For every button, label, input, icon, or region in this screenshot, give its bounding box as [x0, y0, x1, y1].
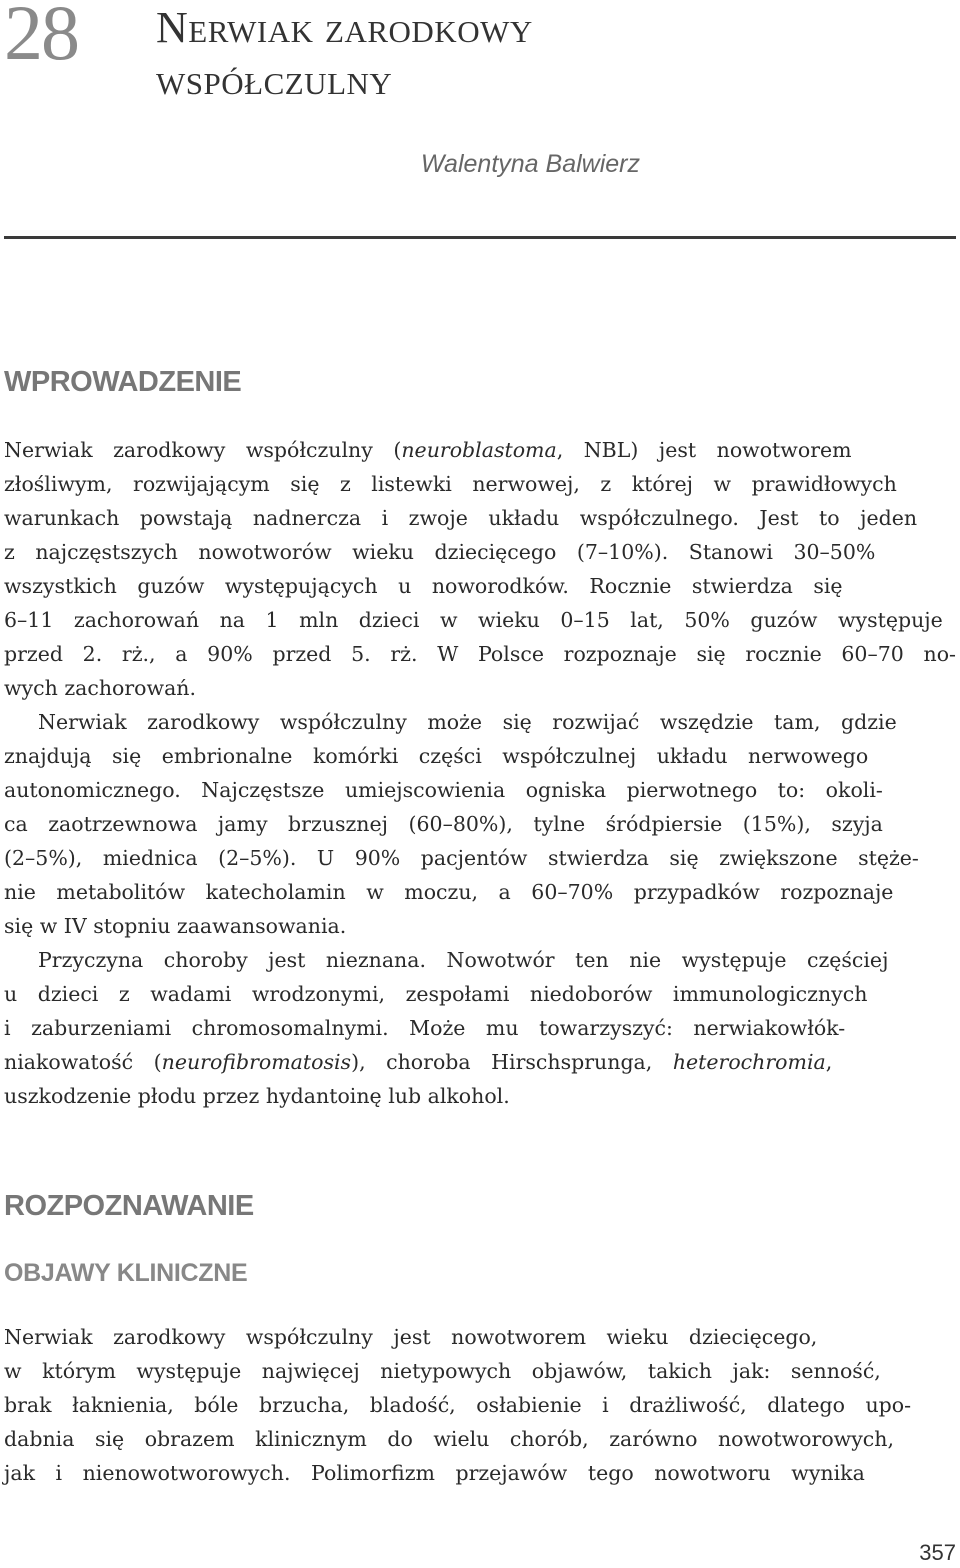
text-line: przed 2. rż., a 90% przed 5. rż. W Polsce rozpoznaje się rocznie 60–70 no-	[4, 642, 956, 666]
text-line: Nerwiak zarodkowy współczulny może się rozwijać wszędzie tam, gdzie	[38, 710, 897, 734]
page-number: 357	[919, 1540, 956, 1565]
text-line: u dzieci z wadami wrodzonymi, zespołami niedoborów immunologicznych	[4, 982, 868, 1006]
text-line: znajdują się embrionalne komórki części współczulnej układu nerwowego	[4, 744, 869, 768]
text-line: i zaburzeniami chromosomalnymi. Może mu towarzyszyć: nerwiakowłók-	[4, 1016, 846, 1040]
intro-heading: WPROWADZENIE	[4, 366, 242, 398]
chapter-title-line: współczulny	[156, 55, 393, 104]
text-line: Przyczyna choroby jest nieznana. Nowotwór ten nie występuje częściej	[38, 948, 889, 972]
latin-term: neuroblastoma	[401, 438, 557, 462]
text-line: niakowatość (neurofibromatosis), choroba Hirschsprunga, heterochromia,	[4, 1050, 833, 1074]
text-line: warunkach powstają nadnercza i zwoje układu współczulnego. Jest to jeden	[4, 506, 918, 530]
latin-term: heterochromia	[672, 1050, 826, 1074]
text-line: autonomicznego. Najczęstsze umiejscowienia ogniska pierwotnego to: okoli-	[4, 778, 883, 802]
symptoms-text	[4, 1320, 956, 1490]
text-line: brak łaknienia, bóle brzucha, bladość, osłabienie i drażliwość, dlatego upo-	[4, 1393, 912, 1417]
text-line: Nerwiak zarodkowy współczulny jest nowotworem wieku dziecięcego,	[4, 1325, 818, 1349]
symptoms-heading: OBJAWY KLINICZNE	[4, 1259, 248, 1287]
text-line: ca zaotrzewnowa jamy brzusznej (60–80%), tylne śródpiersie (15%), szyja	[4, 812, 883, 836]
text-line: (2–5%), miednica (2–5%). U 90% pacjentów stwierdza się zwiększone stęże-	[4, 846, 919, 870]
text-line: wszystkich guzów występujących u noworodków. Rocznie stwierdza się	[4, 574, 843, 598]
diagnosis-heading: ROZPOZNAWANIE	[4, 1190, 254, 1222]
chapter-title	[156, 2, 936, 106]
latin-term: neurofibromatosis	[161, 1050, 352, 1074]
text-line: wych zachorowań.	[4, 676, 197, 700]
text-line: 6–11 zachorowań na 1 mln dzieci w wieku 0–15 lat, 50% guzów występuje	[4, 608, 943, 632]
title-rule	[4, 236, 956, 239]
text-line: z najczęstszych nowotworów wieku dziecięcego (7–10%). Stanowi 30–50%	[4, 540, 876, 564]
chapter-author: Walentyna Balwierz	[420, 150, 640, 178]
text-line: się w IV stopniu zaawansowania.	[4, 914, 347, 938]
text-line: jak i nienowotworowych. Polimorfizm przejawów tego nowotworu wynika	[4, 1461, 865, 1485]
text-line: Nerwiak zarodkowy współczulny (neuroblastoma, NBL) jest nowotworem	[4, 438, 852, 462]
intro-text	[4, 433, 956, 1113]
text-line: złośliwym, rozwijającym się z listewki nerwowej, z której w prawidłowych	[4, 472, 897, 496]
text-line: w którym występuje najwięcej nietypowych objawów, takich jak: senność,	[4, 1359, 881, 1383]
text-line: nie metabolitów katecholamin w moczu, a 60–70% przypadków rozpoznaje	[4, 880, 894, 904]
chapter-title-line: Nerwiak zarodkowy	[156, 3, 533, 52]
text-line: uszkodzenie płodu przez hydantoinę lub alkohol.	[4, 1084, 510, 1108]
chapter-number: 28	[4, 0, 78, 76]
text-line: dabnia się obrazem klinicznym do wielu chorób, zarówno nowotworowych,	[4, 1427, 894, 1451]
